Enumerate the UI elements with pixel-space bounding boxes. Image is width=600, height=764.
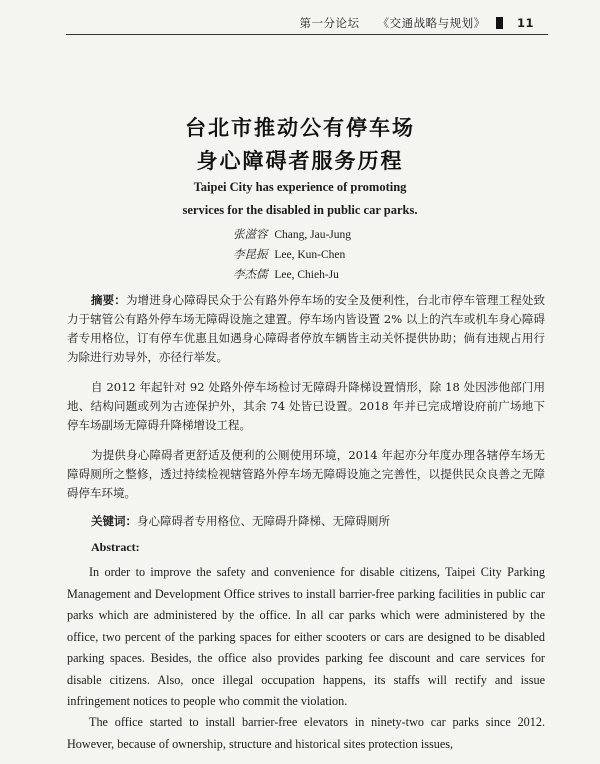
chinese-abstract-para-3 <box>67 446 545 503</box>
header-text <box>300 15 534 31</box>
title-line-2: 身心障碍者服务历程 <box>196 149 404 173</box>
keywords <box>91 513 390 529</box>
author-1 <box>233 226 351 242</box>
author-2-en: Lee, Kun-Chen <box>274 249 346 261</box>
author-1-en: Chang, Jau-Jung <box>274 229 352 241</box>
author-3-cn: 李杰儒 <box>233 269 268 281</box>
title-line-1: 台北市推动公有停车场 <box>185 116 415 140</box>
header-journal-title: 《交通战略与规划》 <box>377 16 486 30</box>
header-block-mark <box>496 17 503 29</box>
author-2-cn: 李昆振 <box>233 249 268 261</box>
header-section: 第一分论坛 <box>299 16 360 30</box>
english-abstract-label: Abstract: <box>91 540 140 554</box>
english-title-line-1: Taipei City has experience of promoting <box>193 180 407 194</box>
author-1-cn: 张滋容 <box>233 229 268 241</box>
chinese-abstract-para-3-text: 为提供身心障碍者更舒适及便利的公厕使用环境，2014 年起亦分年度办理各辖停车场无障碍厕所之整修，透过持续检视辖管路外停车场无障碍设施之完善性，以提供民众良善之无障碍停车环境。 <box>67 448 545 500</box>
keywords-text: 身心障碍者专用格位、无障碍升降梯、无障碍厕所 <box>137 514 390 528</box>
author-3-en: Lee, Chieh-Ju <box>274 269 339 281</box>
chinese-abstract-para-1 <box>67 291 545 367</box>
header-page-number: 11 <box>516 16 534 30</box>
author-3 <box>233 266 339 282</box>
chinese-abstract-para-1-text: 为增进身心障碍民众于公有路外停车场的安全及便利性，台北市停车管理工程处致力于辖管公有路外停车场无障碍设施之建置。停车场内皆设置 2% 以上的汽车或机车身心障碍者专用格位，订有停车优惠且如遇身心障碍者停放车辆皆主动关怀提供协助；倘有违规占用行为除进行劝导外，亦径行举发。 <box>67 293 545 364</box>
english-title-line-2: services for the disabled in public car parks. <box>182 203 418 217</box>
chinese-abstract-label: 摘要： <box>91 293 126 307</box>
author-2 <box>233 246 345 262</box>
running-header <box>66 12 548 35</box>
keywords-label: 关键词： <box>91 514 137 528</box>
chinese-abstract-para-2-text: 自 2012 年起针对 92 处路外停车场检讨无障碍升降梯设置情形，除 18 处因涉他部门用地、结构问题或列为古迹保护外，其余 74 处皆已设置。2018 年并已完成增设府前广场地下停车场副场无障碍升降梯增设工程。 <box>67 380 545 432</box>
english-abstract-para-2: The office started to install barrier-free elevators in ninety-two car parks since 2012. However, because of ownership, structure and historical sites protection issues, <box>67 715 545 751</box>
chinese-abstract-para-2 <box>67 378 545 435</box>
english-abstract-para-1: In order to improve the safety and convenience for disable citizens, Taipei City Parking Management and Development Office strives to install barrier-free parking facilities in public car parks which are administered by the office. In all car parks which were administered by the office, two percent of the parking spaces for either scooters or cars are designed to be disabled parking spaces. Besides, the office also provides parking fee discount and care services for disable citizens. Also, once illegal occupation happens, its staffs will rectify and issue infringement notices to people who commit the violation. <box>67 565 545 708</box>
